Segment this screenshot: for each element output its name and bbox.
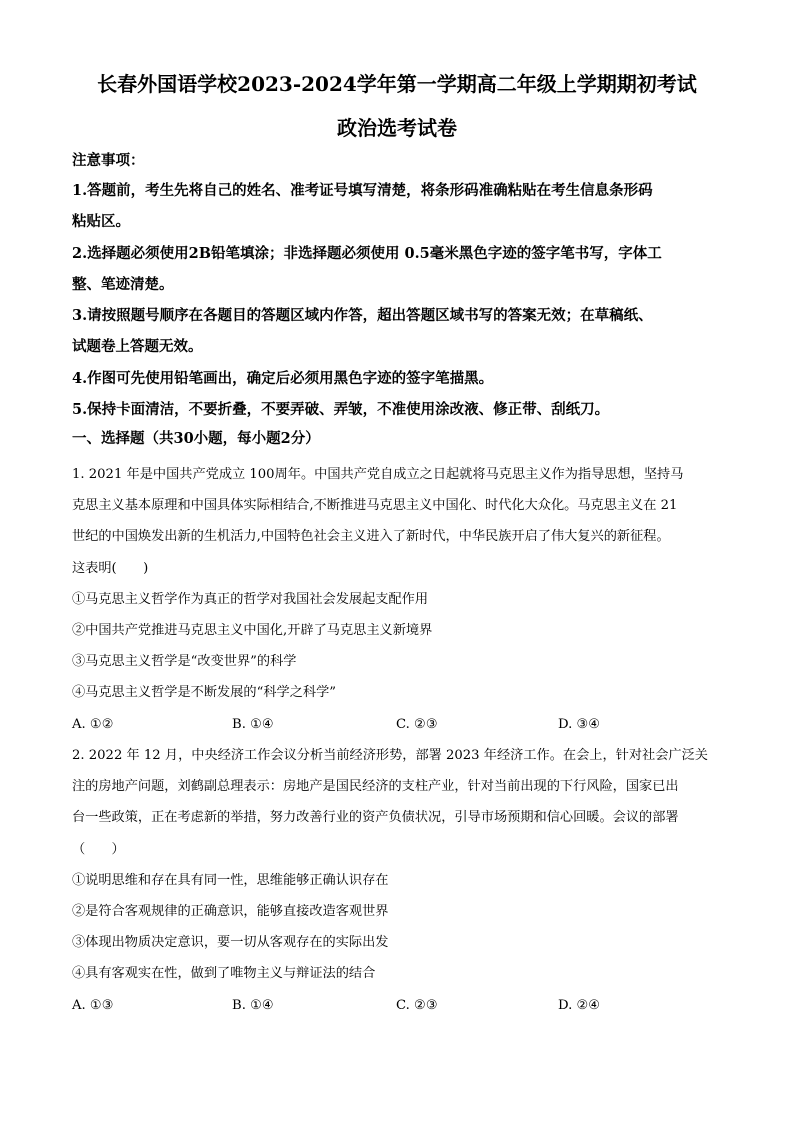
option-a: A. ①③ <box>72 997 114 1013</box>
notes-line: 1.答题前，考生先将自己的姓名、准考证号填写清楚，将条形码准确粘贴在考生信息条形码 <box>72 182 653 199</box>
notes-line: 4.作图可先使用铅笔画出，确定后必须用黑色字迹的签字笔描黑。 <box>72 369 494 387</box>
notes-heading: 注意事项： <box>72 152 145 169</box>
option-c: C. ②③ <box>396 716 438 732</box>
statement-item: ①马克思主义哲学作为真正的哲学对我国社会发展起支配作用 <box>72 591 429 607</box>
option-b: B. ①④ <box>232 997 274 1013</box>
statement-item: ①说明思维和存在具有同一性，思维能够正确认识存在 <box>72 872 389 888</box>
question-stem-line: 注的房地产问题，刘鹤副总理表示：房地产是国民经济的支柱产业，针对当前出现的下行风险，国家已出 <box>72 779 679 795</box>
statement-item: ④具有客观实在性，做到了唯物主义与辩证法的结合 <box>72 966 376 982</box>
question-stem-line: 克思主义基本原理和中国具体实际相结合,不断推进马克思主义中国化、时代化大众化。马克思主义在 21 <box>72 498 678 514</box>
option-d: D. ③④ <box>558 716 601 732</box>
notes-line: 5.保持卡面清洁，不要折叠，不要弄破、弄皱，不准使用涂改液、修正带、刮纸刀。 <box>72 401 610 419</box>
notes-line: 粘贴区。 <box>72 213 130 231</box>
exam-title: 长春外国语学校2023-2024学年第一学期高二年级上学期期初考试 <box>97 72 697 96</box>
question-stem-line: 2. 2022 年 12 月，中央经济工作会议分析当前经济形势，部署 2023 年经济工作。在会上，针对社会广泛关 <box>72 748 708 763</box>
question-stem-line: 世纪的中国焕发出新的生机活力,中国特色社会主义进入了新时代，中华民族开启了伟大复兴的新征程。 <box>72 529 670 545</box>
answer-options <box>72 990 732 1021</box>
statement-item: ③马克思主义哲学是“改变世界”的科学 <box>72 654 297 670</box>
question-stem-line: 台一些政策，正在考虑新的举措，努力改善行业的资产负债状况，引导市场预期和信心回暖。会议的部署 <box>72 810 679 826</box>
option-c: C. ②③ <box>396 997 438 1013</box>
notes-line: 2.选择题必须使用2B铅笔填涂；非选择题必须使用 0.5毫米黑色字迹的签字笔书写，字体工 <box>72 244 662 262</box>
statement-item: ③体现出物质决定意识，要一切从客观存在的实际出发 <box>72 935 389 951</box>
notes-line: 整、笔迹清楚。 <box>72 275 174 293</box>
exam-subtitle: 政治选考试卷 <box>337 116 457 140</box>
question-stem-line: （ ） <box>72 841 125 857</box>
statement-item: ②中国共产党推进马克思主义中国化,开辟了马克思主义新境界 <box>72 623 433 639</box>
notes-section <box>72 146 727 425</box>
answer-options <box>72 709 732 740</box>
option-d: D. ②④ <box>558 997 601 1013</box>
question-stem-line: 这表明( ) <box>72 560 149 576</box>
question-stem-line: 1. 2021 年是中国共产党成立 100周年。中国共产党自成立之日起就将马克思主义作为指导思想，坚持马 <box>72 467 684 482</box>
section-heading: 一、选择题（共30小题，每小题2分） <box>72 430 320 447</box>
notes-line: 3.请按照题号顺序在各题目的答题区域内作答，超出答题区域书写的答案无效；在草稿纸、 <box>72 307 653 325</box>
question-1 <box>72 459 732 740</box>
statement-item: ④马克思主义哲学是不断发展的“科学之科学” <box>72 685 337 701</box>
statement-item: ②是符合客观规律的正确意识，能够直接改造客观世界 <box>72 904 389 920</box>
option-a: A. ①② <box>72 716 114 732</box>
option-b: B. ①④ <box>232 716 274 732</box>
question-2 <box>72 740 732 1021</box>
notes-line: 试题卷上答题无效。 <box>72 338 203 356</box>
